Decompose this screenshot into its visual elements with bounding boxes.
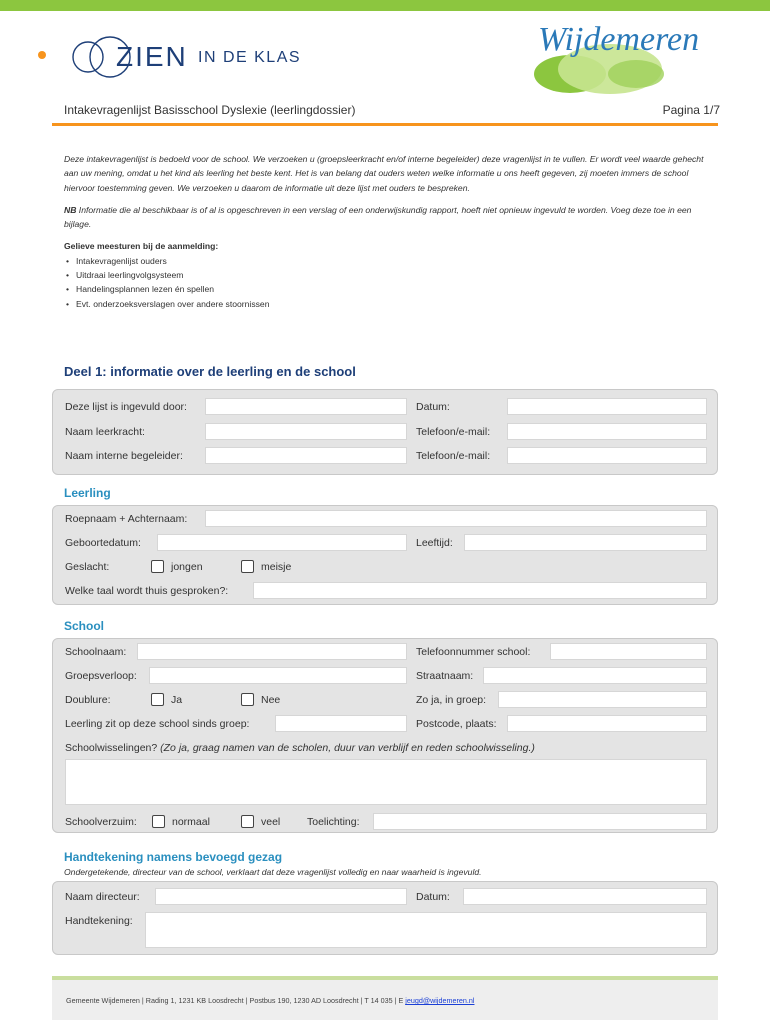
telefoon-school-label: Telefoonnummer school: [416, 646, 531, 658]
roepnaam-field[interactable] [205, 510, 707, 527]
schoolnaam-field[interactable] [137, 643, 407, 660]
taal-label: Welke taal wordt thuis gesproken?: [65, 585, 229, 597]
meisje-checkbox[interactable] [241, 560, 254, 573]
wijdemeren-logo [530, 12, 760, 96]
naam-directeur-label: Naam directeur: [65, 891, 140, 903]
document-title: Intakevragenlijst Basisschool Dyslexie (leerlingdossier) [64, 103, 356, 117]
toelichting-field[interactable] [373, 813, 707, 830]
ja-label: Ja [171, 694, 183, 706]
toelichting-label: Toelichting: [307, 816, 360, 828]
geslacht-label: Geslacht: [65, 561, 110, 573]
nee-checkbox[interactable] [241, 693, 254, 706]
sinds-groep-label: Leerling zit op deze school sinds groep: [65, 718, 250, 730]
school-title: School [64, 619, 105, 633]
handtekening-label: Handtekening: [65, 915, 133, 927]
telefoon-email-label: Telefoon/e-mail: [416, 426, 491, 438]
straatnaam-field[interactable] [483, 667, 707, 684]
handtekening-note: Ondergetekende, directeur van de school, verklaart dat deze vragenlijst volledig en naar waarheid is ingevuld. [64, 867, 482, 877]
intro-paragraph: Deze intakevragenlijst is bedoeld voor de school. We verzoeken u (groepsleerkracht en/of interne begeleider) deze vragenlijst in te vullen. Er wordt veel waarde gehecht aan uw mening, omdat u het kind als leerling het beste kent. Het is van belang dat ouders weten welke informatie u ons heeft gegeven, zij moeten immers de school hiervoor toestemming geven. We verzoeken u daarom de informatie uit deze lijst met ouders te bespreken. [64, 154, 704, 193]
datum-label: Datum: [416, 401, 450, 413]
handtekening-field[interactable] [145, 912, 707, 948]
normaal-label: normaal [172, 816, 210, 828]
wisselingen-label [65, 742, 535, 754]
send-along-title: Gelieve meesturen bij de aanmelding: [64, 241, 219, 252]
meisje-label: meisje [261, 561, 292, 573]
page-footer [52, 976, 718, 1020]
naam-ib-label: Naam interne begeleider: [65, 450, 183, 462]
wisselingen-question: Schoolwisselingen? [65, 742, 158, 754]
taal-field[interactable] [253, 582, 707, 599]
zien-logo [38, 34, 318, 80]
nb-text: Informatie die al beschikbaar is of al is opgeschreven in een verslag of een onderwijskundig rapport, hoeft niet opnieuw ingevuld te worden. Voeg deze toe in een bijlage. [64, 204, 692, 230]
handtekening-datum-label: Datum: [416, 891, 450, 903]
postcode-label: Postcode, plaats: [416, 718, 497, 730]
straatnaam-label: Straatnaam: [416, 670, 474, 682]
page-number: Pagina 1/7 [662, 103, 720, 117]
ingevuld-door-label: Deze lijst is ingevuld door: [65, 401, 187, 413]
jongen-label: jongen [171, 561, 203, 573]
naam-leerkracht-label: Naam leerkracht: [65, 426, 145, 438]
zo-ja-groep-label: Zo ja, in groep: [416, 694, 487, 706]
leerling-box [52, 505, 718, 605]
telefoon-email-field[interactable] [507, 423, 707, 440]
nb-label: NB [64, 204, 77, 215]
handtekening-datum-field[interactable] [463, 888, 707, 905]
sinds-groep-field[interactable] [275, 715, 407, 732]
deel1-title: Deel 1: informatie over de leerling en de school [64, 364, 356, 379]
wisselingen-textarea[interactable] [65, 759, 707, 805]
handtekening-title: Handtekening namens bevoegd gezag [64, 850, 283, 864]
footer-email-link[interactable]: jeugd@wijdemeren.nl [405, 996, 475, 1005]
naam-directeur-field[interactable] [155, 888, 407, 905]
doublure-label: Doublure: [65, 694, 111, 706]
ja-checkbox[interactable] [151, 693, 164, 706]
school-box [52, 638, 718, 833]
handtekening-box [52, 881, 718, 955]
schoolnaam-label: Schoolnaam: [65, 646, 127, 658]
list-item: • Uitdraai leerlingvolgsysteem [64, 268, 714, 282]
footer-address: Gemeente Wijdemeren | Rading 1, 1231 KB Loosdrecht | Postbus 190, 1230 AD Loosdrecht | T 14 035 | E [66, 996, 406, 1005]
veel-label: veel [261, 816, 281, 828]
telefoon-school-field[interactable] [550, 643, 707, 660]
telefoon-email-ib-field[interactable] [507, 447, 707, 464]
logo-brand-text: Wijdemeren [538, 21, 700, 58]
orange-dot-icon [38, 51, 46, 59]
geboortedatum-field[interactable] [157, 534, 407, 551]
roepnaam-label: Roepnaam + Achternaam: [65, 513, 188, 525]
send-along-list [64, 254, 714, 311]
naam-ib-field[interactable] [205, 447, 407, 464]
logo-in-de-klas-text: IN DE KLAS [198, 49, 302, 66]
nb-paragraph [64, 203, 714, 232]
normaal-checkbox[interactable] [152, 815, 165, 828]
postcode-field[interactable] [507, 715, 707, 732]
veel-checkbox[interactable] [241, 815, 254, 828]
top-green-bar [0, 0, 770, 11]
ingevuld-door-field[interactable] [205, 398, 407, 415]
nee-label: Nee [261, 694, 281, 706]
groepsverloop-field[interactable] [149, 667, 407, 684]
logo-zien-text: ZIEN [116, 41, 188, 72]
header-divider [52, 123, 718, 126]
intro-text [64, 152, 714, 311]
geboortedatum-label: Geboortedatum: [65, 537, 141, 549]
naam-leerkracht-field[interactable] [205, 423, 407, 440]
jongen-checkbox[interactable] [151, 560, 164, 573]
groepsverloop-label: Groepsverloop: [65, 670, 137, 682]
leerling-title: Leerling [64, 486, 111, 500]
footer-text [66, 996, 474, 1005]
leeftijd-field[interactable] [464, 534, 707, 551]
telefoon-email-ib-label: Telefoon/e-mail: [416, 450, 491, 462]
leeftijd-label: Leeftijd: [416, 537, 453, 549]
list-item: • Evt. onderzoeksverslagen over andere stoornissen [64, 297, 714, 311]
zo-ja-groep-field[interactable] [498, 691, 707, 708]
deel1-box [52, 389, 718, 475]
wisselingen-note: (Zo ja, graag namen van de scholen, duur van verblijf en reden schoolwisseling.) [157, 742, 535, 754]
list-item: • Handelingsplannen lezen én spellen [64, 282, 714, 296]
verzuim-label: Schoolverzuim: [65, 816, 137, 828]
list-item: • Intakevragenlijst ouders [64, 254, 714, 268]
datum-field[interactable] [507, 398, 707, 415]
